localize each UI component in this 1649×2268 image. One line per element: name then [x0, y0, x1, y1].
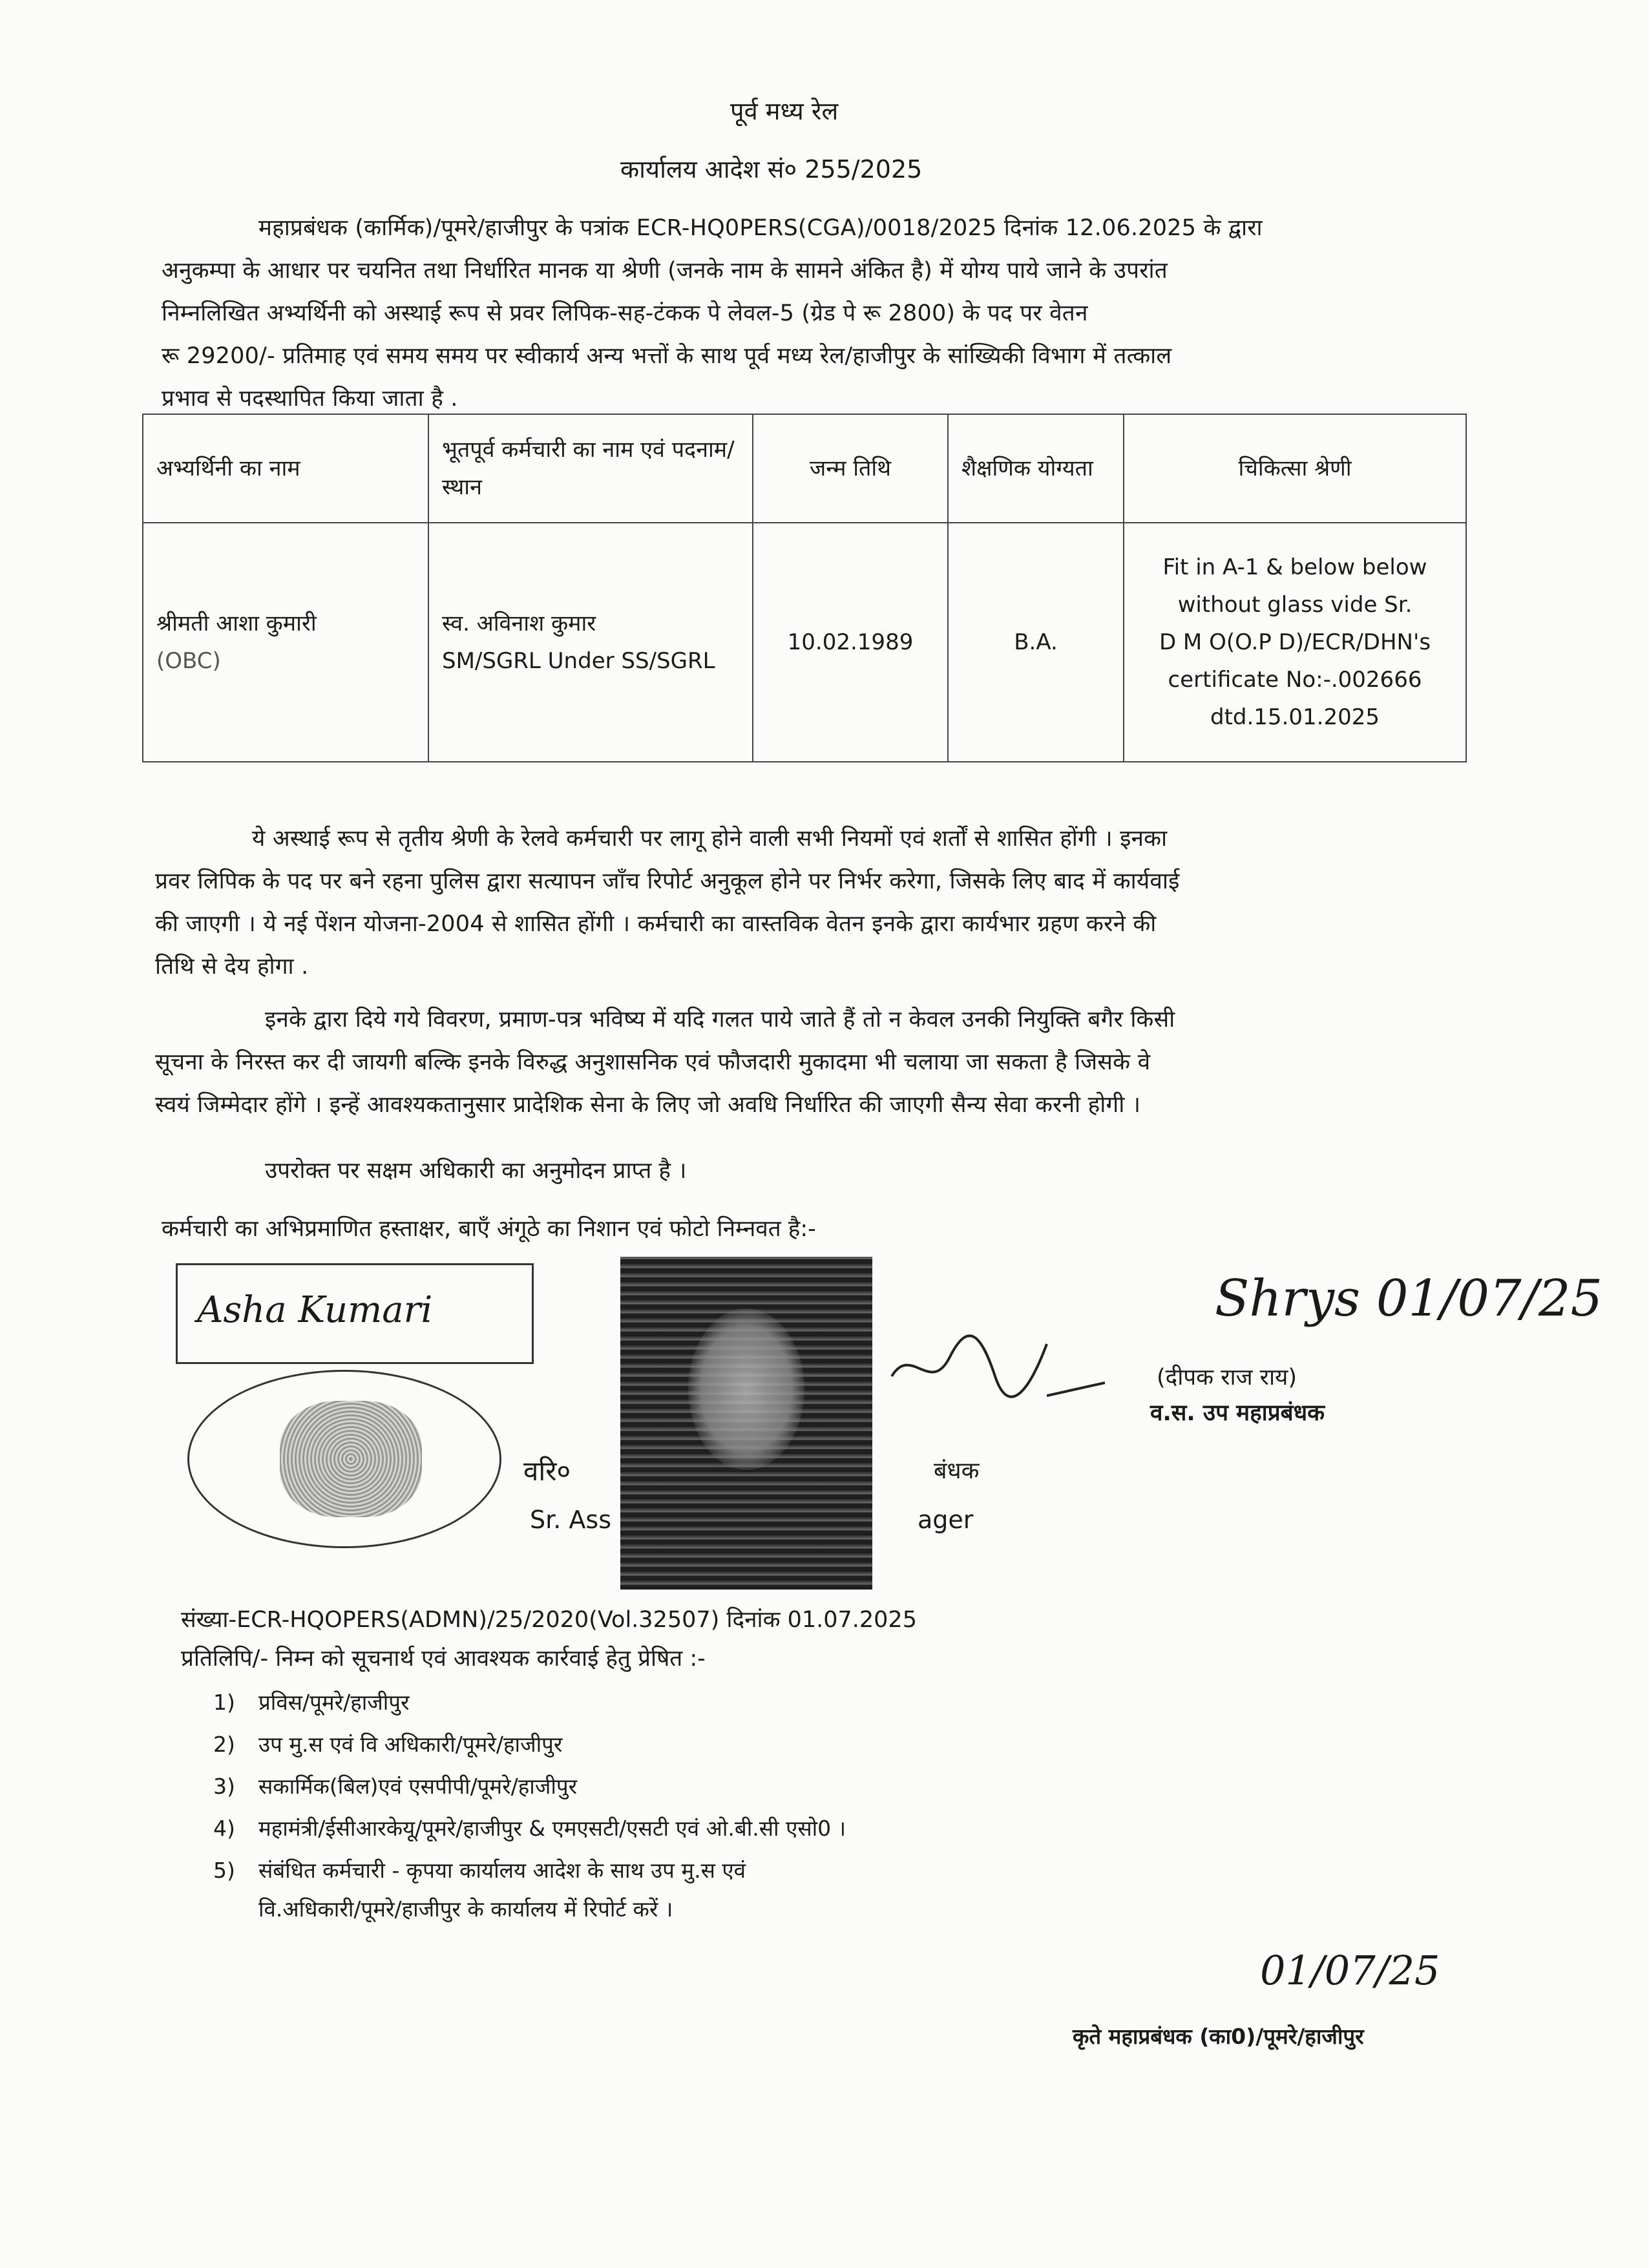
copy-item: प्रविस/पूमरे/हाजीपुर — [258, 1690, 410, 1715]
header-ex-employee: भूतपूर्व कर्मचारी का नाम एवं पदनाम/स्थान — [428, 414, 753, 523]
employee-photo — [620, 1257, 872, 1590]
verification-paragraph — [155, 998, 1467, 1126]
reference-line: संख्या-ECR-HQOPERS(ADMN)/25/2020(Vol.32507) दिनांक 01.07.2025 — [181, 1607, 917, 1633]
attester-title-en-start: Sr. Ass — [530, 1506, 612, 1534]
intro-line: प्रभाव से पदस्थापित किया जाता है . — [162, 386, 458, 412]
attester-title-hi: वरि० — [523, 1455, 571, 1487]
ex-employee-post: SM/SGRL Under SS/SGRL — [442, 648, 715, 674]
copy-item-number: 2) — [213, 1732, 235, 1757]
thumb-impression-mark — [280, 1401, 422, 1517]
terms-line: की जाएगी । ये नई पेंशन योजना-2004 से शासित होंगी । कर्मचारी का वास्तविक वेतन इनके द्वारा कार्यभार ग्रहण करने की — [155, 911, 1157, 937]
cell-qualification: B.A. — [948, 523, 1124, 762]
verification-line: स्वयं जिम्मेदार होंगे । इन्हें आवश्यकतानुसार प्रादेशिक सेना के लिए जो अवधि निर्धारित की जाएगी सैन्य सेवा करनी होगी । — [155, 1092, 1141, 1118]
signatory-designation: व.स. उप महाप्रबंधक — [1150, 1400, 1325, 1426]
copy-item-continuation: वि.अधिकारी/पूमरे/हाजीपुर के कार्यालय में रिपोर्ट करें । — [258, 1896, 673, 1922]
terms-line: तिथि से देय होगा . — [155, 954, 309, 980]
copy-item-number: 1) — [213, 1690, 235, 1715]
candidate-name: श्रीमती आशा कुमारी — [156, 611, 317, 636]
approval-line: उपरोक्त पर सक्षम अधिकारी का अनुमोदन प्राप्त है । — [265, 1158, 687, 1184]
cell-medical — [1124, 523, 1466, 762]
cell-ex-employee — [428, 523, 753, 762]
medical-line: without glass vide Sr. — [1177, 592, 1413, 618]
intro-line: अनुकम्पा के आधार पर चयनित तथा निर्धारित मानक या श्रेणी (जनके नाम के सामने अंकित है) में योग्य पाये जाने के उपरांत — [162, 258, 1168, 284]
copy-item: सकार्मिक(बिल)एवं एसपीपी/पूमरे/हाजीपुर — [258, 1774, 578, 1799]
header-medical: चिकित्सा श्रेणी — [1124, 414, 1466, 523]
copy-item-number: 4) — [213, 1816, 235, 1841]
signatory-signature: Shrys 01/07/25 — [1215, 1270, 1603, 1328]
copy-item-number: 5) — [213, 1858, 235, 1883]
ex-employee-name: स्व. अविनाश कुमार — [442, 611, 596, 636]
terms-paragraph — [155, 817, 1467, 988]
appointment-table — [142, 414, 1467, 762]
copy-item-number: 3) — [213, 1774, 235, 1799]
verification-line: सूचना के निरस्त कर दी जायगी बल्कि इनके विरुद्ध अनुशासनिक एवं फौजदारी मुकादमा भी चलाया जा सकता है जिसके वे — [155, 1049, 1151, 1075]
signatory-name: (दीपक राज राय) — [1157, 1365, 1297, 1391]
terms-line: प्रवर लिपिक के पद पर बने रहना पुलिस द्वारा सत्यापन जाँच रिपोर्ट अनुकूल होने पर निर्भर करेगा, जिसके लिए बाद में कार्यवाई — [155, 868, 1180, 894]
medical-line: D M O(O.P D)/ECR/DHN's — [1159, 629, 1431, 655]
verification-line: इनके द्वारा दिये गये विवरण, प्रमाण-पत्र भविष्य में यदि गलत पाये जाते हैं तो न केवल उनकी नियुक्ति बगैर किसी — [265, 1007, 1175, 1033]
intro-paragraph — [162, 207, 1467, 420]
attester-title-en-end: ager — [918, 1506, 974, 1534]
copy-item: महामंत्री/ईसीआरकेयू/पूमरे/हाजीपुर & एमएसटी/एसटी एवं ओ.बी.सी एसो0 । — [258, 1816, 846, 1841]
intro-line: रू 29200/- प्रतिमाह एवं समय समय पर स्वीकार्य अन्य भत्तों के साथ पूर्व मध्य रेल/हाजीपुर के सांख्यिकी विभाग में तत्काल — [162, 343, 1172, 369]
table-row — [143, 523, 1466, 762]
medical-line: certificate No:-.002666 — [1168, 667, 1422, 693]
order-title: कार्यालय आदेश सं० 255/2025 — [620, 155, 923, 184]
org-name: पूर्व मध्य रेल — [730, 97, 839, 125]
thumb-impression — [187, 1370, 501, 1548]
copy-item: उप मु.स एवं वि अधिकारी/पूमरे/हाजीपुर — [258, 1732, 563, 1757]
terms-line: ये अस्थाई रूप से तृतीय श्रेणी के रेलवे कर्मचारी पर लागू होने वाली सभी नियमों एवं शर्तों से शासित होंगी । इनका — [252, 826, 1168, 852]
attester-signature-scribble — [885, 1318, 1053, 1415]
medical-line: Fit in A-1 & below below — [1162, 554, 1427, 580]
employee-signature-box — [176, 1263, 534, 1364]
employee-signature: Asha Kumari — [197, 1289, 433, 1331]
photo-face — [688, 1308, 804, 1470]
footer-designation: कृते महाप्रबंधक (का0)/पूमरे/हाजीपुर — [1073, 2024, 1364, 2049]
intro-line: निम्नलिखित अभ्यर्थिनी को अस्थाई रूप से प्रवर लिपिक-सह-टंकक पे लेवल-5 (ग्रेड पे रू 2800) के पद पर वेतन — [162, 300, 1088, 326]
header-dob: जन्म तिथि — [753, 414, 948, 523]
candidate-category: (OBC) — [156, 648, 221, 674]
copy-item: संबंधित कर्मचारी - कृपया कार्यालय आदेश के साथ उप मु.स एवं — [258, 1858, 746, 1883]
medical-line: dtd.15.01.2025 — [1210, 704, 1380, 730]
cell-dob: 10.02.1989 — [753, 523, 948, 762]
attestation-line: कर्मचारी का अभिप्रमाणित हस्ताक्षर, बाएँ अंगूठे का निशान एवं फोटो निम्नवत है:- — [162, 1216, 816, 1242]
table-header-row — [143, 414, 1466, 523]
footer-signature: 01/07/25 — [1260, 1947, 1440, 1994]
intro-line: महाप्रबंधक (कार्मिक)/पूमरे/हाजीपुर के पत्रांक ECR-HQ0PERS(CGA)/0018/2025 दिनांक 12.06.2025 के द्वारा — [258, 215, 1263, 241]
signature-stroke — [1047, 1376, 1105, 1402]
copy-to-intro: प्रतिलिपि/- निम्न को सूचनार्थ एवं आवश्यक कार्रवाई हेतु प्रेषित :- — [181, 1646, 706, 1672]
cell-name — [143, 523, 428, 762]
header-name: अभ्यर्थिनी का नाम — [143, 414, 428, 523]
attester-title-hi-suffix: बंधक — [934, 1458, 980, 1484]
header-qualification: शैक्षणिक योग्यता — [948, 414, 1124, 523]
